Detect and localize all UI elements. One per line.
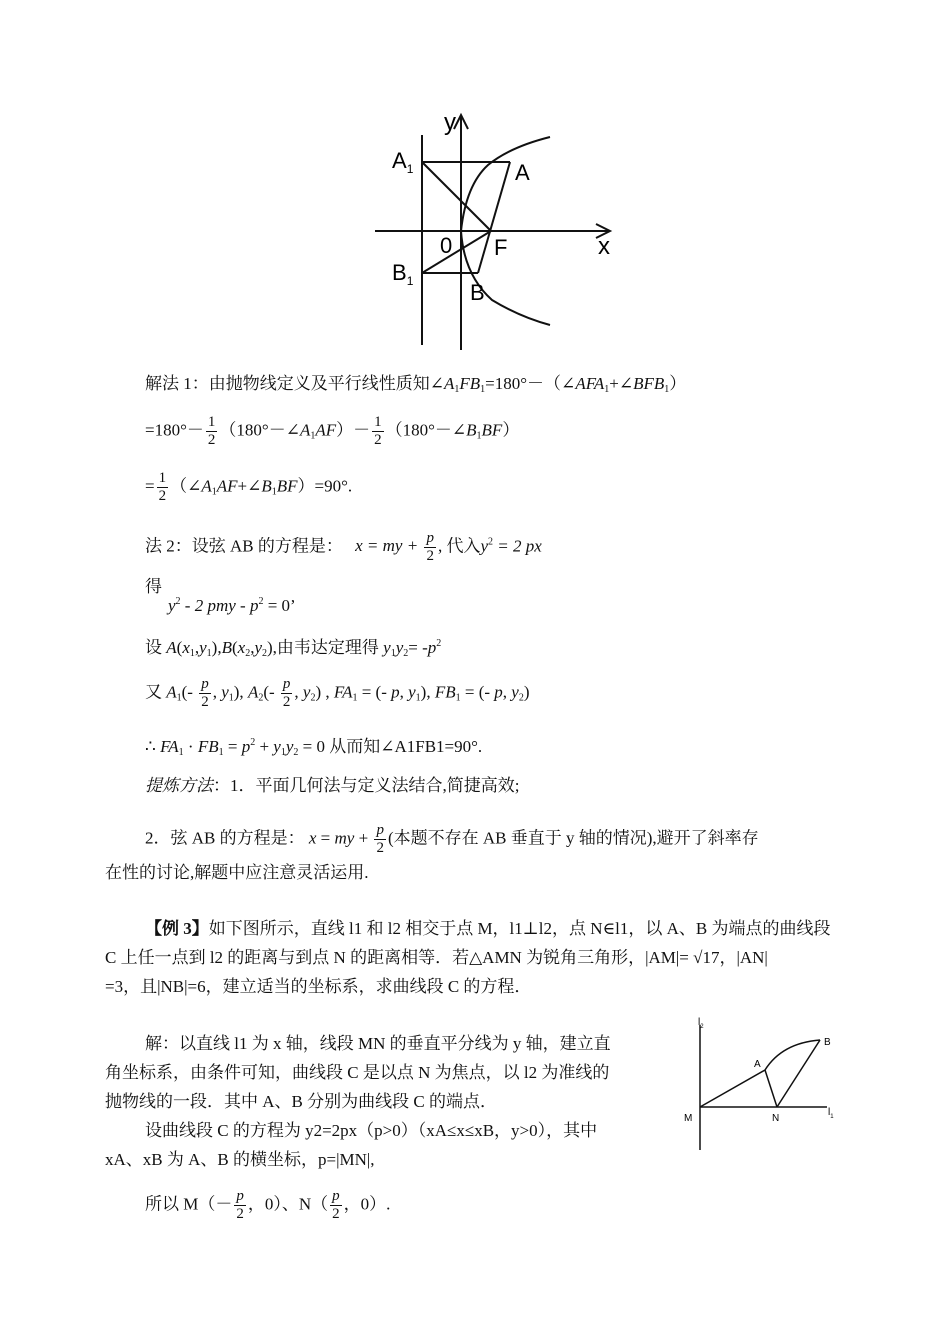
label-A1: $A_1$ <box>392 148 414 176</box>
solution2-line4: 又 $A_1(-$ $\frac{p}{2}$ , $y_1$), $A_2(-$ $\frac{p}{2}$ , $y_2$) , $FA_1$ = (- p, $y_1$), $FB_1$ = (- p, $y_2$) <box>145 676 530 710</box>
solution3-line3: 抛物线的一段．其中 A、B 分别为曲线段 C 的端点． <box>105 1092 497 1111</box>
solution2-line2-eq: $y^2 - 2$ pmy - $p^2 = 0$’ <box>168 596 296 615</box>
label-M: M <box>684 1113 693 1124</box>
label-y: y <box>444 109 456 136</box>
solution2-line1: 法 2：设弦 AB 的方程是： x = my + $\frac{p}{2}$ , 代入$y^2 = 2$ px <box>145 530 542 564</box>
label-O: 0 <box>440 233 453 258</box>
label-l2: $l_2$ <box>698 1017 704 1030</box>
solution3-line5: xA、xB 为 A、B 的横坐标，p=|MN|, <box>105 1150 375 1169</box>
solution3-line6: 所以 M（－ $\frac{p}{2}$ ，0）、N（ $\frac{p}{2}$ ，0）. <box>145 1188 391 1222</box>
parabola-focus-figure <box>370 105 630 355</box>
refine-line2: 2．弦 AB 的方程是： x = my + $\frac{p}{2}$ (本题不存在 AB 垂直于 y 轴的情况),避开了斜率存 <box>145 822 759 856</box>
curve-C <box>765 1040 820 1070</box>
solution3-line4: 设曲线段 C 的方程为 y2=2px（p>0）（xA≤x≤xB，y>0），其中 <box>145 1121 598 1140</box>
label-B1: $B_1$ <box>392 260 414 288</box>
label-l1: $l_1$ <box>828 1107 834 1120</box>
curve-segment-figure <box>672 1015 852 1165</box>
label-B: B <box>470 280 485 305</box>
example3-line2: C 上任一点到 l2 的距离与到点 N 的距离相等．若△AMN 为锐角三角形，|AM|= √17，|AN| <box>105 948 768 967</box>
solution1-line3: = $\frac{1}{2}$ $(\angle A_1AF+\angle B_1BF)=90^\circ$. <box>145 470 353 504</box>
solution1-line2: =180°－ $\frac{1}{2}$ $(180^\circ-\angle A_1AF)-$ $\frac{1}{2}$ $(180^\circ-\angle B_1BF)$ <box>145 414 520 448</box>
label-N: N <box>772 1113 780 1124</box>
segment-NB <box>777 1040 820 1107</box>
segment-AN <box>765 1070 777 1107</box>
segment-MA <box>700 1070 765 1107</box>
solution3-line2: 角坐标系，由条件可知，曲线段 C 是以点 N 为焦点，以 l2 为准线的 <box>105 1063 610 1082</box>
label-F: F <box>494 235 508 260</box>
solution2-line5: ∴ $FA_1 \cdot FB_1 = p^2 + y_1y_2 = 0$ 从而知∠A1FB1=90°. <box>145 737 483 758</box>
label-A: A <box>754 1059 761 1070</box>
solution1-line1: 解法 1：由抛物线定义及平行线性质知$\angle A_1FB_1=180^\circ-(\angle AFA_1+\angle BFB_1)$ <box>145 374 687 395</box>
solution2-line3: 设 $A(x_1,y_1),B(x_2,y_2)$,由韦达定理得 $y_1y_2= -p^2$ <box>145 638 442 659</box>
solution2-line2: 得 <box>145 577 162 596</box>
example3-line3: =3，且|NB|=6，建立适当的坐标系，求曲线段 C 的方程． <box>105 977 532 996</box>
example3-line1: 【例 3】如下图所示，直线 l1 和 l2 相交于点 M，l1⊥l2，点 N∈l1，以 A、B 为端点的曲线段 <box>145 919 831 938</box>
label-B: B <box>824 1037 831 1048</box>
refine-line3: 在性的讨论,解题中应注意灵活运用. <box>105 863 369 882</box>
label-A: A <box>515 160 530 185</box>
refine-line1: 提炼方法：1．平面几何法与定义法结合,简捷高效; <box>145 776 520 795</box>
solution3-line1: 解：以直线 l1 为 x 轴，线段 MN 的垂直平分线为 y 轴，建立直 <box>145 1034 611 1053</box>
label-x: x <box>598 233 610 260</box>
